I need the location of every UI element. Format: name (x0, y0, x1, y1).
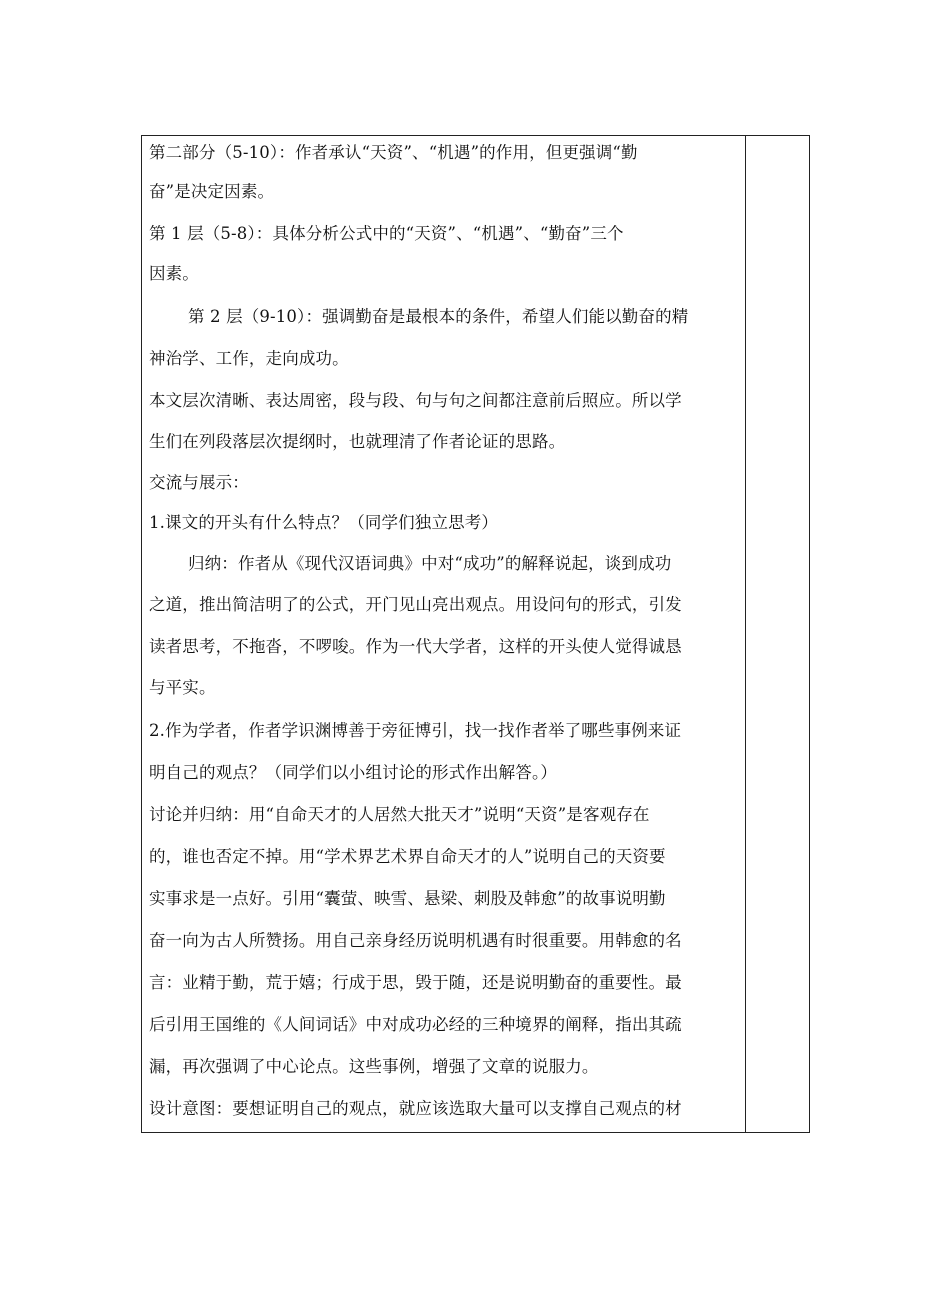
text-line: 因素。 (149, 264, 199, 283)
text-line: 第 2 层（9-10）：强调勤奋是最根本的条件，希望人们能以勤奋的精 (188, 307, 689, 326)
text-line: 2.作为学者，作者学识渊博善于旁征博引，找一找作者举了哪些事例来证 (149, 721, 682, 740)
main-text-cell (142, 136, 746, 1132)
text-line: 奋”是决定因素。 (149, 182, 275, 201)
text-line: 后引用王国维的《人间词话》中对成功必经的三种境界的阐释，指出其疏 (149, 1015, 682, 1034)
text-line: 明自己的观点？（同学们以小组讨论的形式作出解答。） (149, 763, 557, 782)
text-line: 神治学、工作，走向成功。 (149, 349, 349, 368)
text-line: 奋一向为古人所赞扬。用自己亲身经历说明机遇有时很重要。用韩愈的名 (149, 931, 682, 950)
text-line: 与平实。 (149, 678, 216, 697)
text-line: 的，谁也否定不掉。用“学术界艺术界自命天才的人”说明自己的天资要 (149, 847, 666, 866)
content-table (141, 135, 810, 1133)
text-line: 交流与展示： (149, 473, 249, 492)
text-line: 1.课文的开头有什么特点？（同学们独立思考） (149, 513, 499, 532)
text-line: 生们在列段落层次提纲时，也就理清了作者论证的思路。 (149, 432, 566, 451)
text-line: 读者思考，不拖沓，不啰唆。作为一代大学者，这样的开头使人觉得诚恳 (149, 637, 682, 656)
text-line: 设计意图：要想证明自己的观点，就应该选取大量可以支撑自己观点的材 (149, 1099, 682, 1118)
text-line: 实事求是一点好。引用“囊萤、映雪、悬梁、刺股及韩愈”的故事说明勤 (149, 889, 666, 908)
text-line: 漏，再次强调了中心论点。这些事例，增强了文章的说服力。 (149, 1057, 599, 1076)
text-line: 言：业精于勤，荒于嬉；行成于思，毁于随，还是说明勤奋的重要性。最 (149, 973, 682, 992)
text-line: 之道，推出简洁明了的公式，开门见山亮出观点。用设问句的形式，引发 (149, 595, 682, 614)
text-line: 讨论并归纳：用“自命天才的人居然大批天才”说明“天资”是客观存在 (149, 805, 650, 824)
text-line: 归纳：作者从《现代汉语词典》中对“成功”的解释说起，谈到成功 (188, 554, 672, 573)
text-line: 第 1 层（5-8）：具体分析公式中的“天资”、“机遇”、“勤奋”三个 (149, 224, 624, 243)
side-notes-cell (746, 136, 809, 1132)
text-line: 本文层次清晰、表达周密，段与段、句与句之间都注意前后照应。所以学 (149, 391, 682, 410)
text-line: 第二部分（5-10）：作者承认“天资”、“机遇”的作用，但更强调“勤 (149, 143, 638, 162)
